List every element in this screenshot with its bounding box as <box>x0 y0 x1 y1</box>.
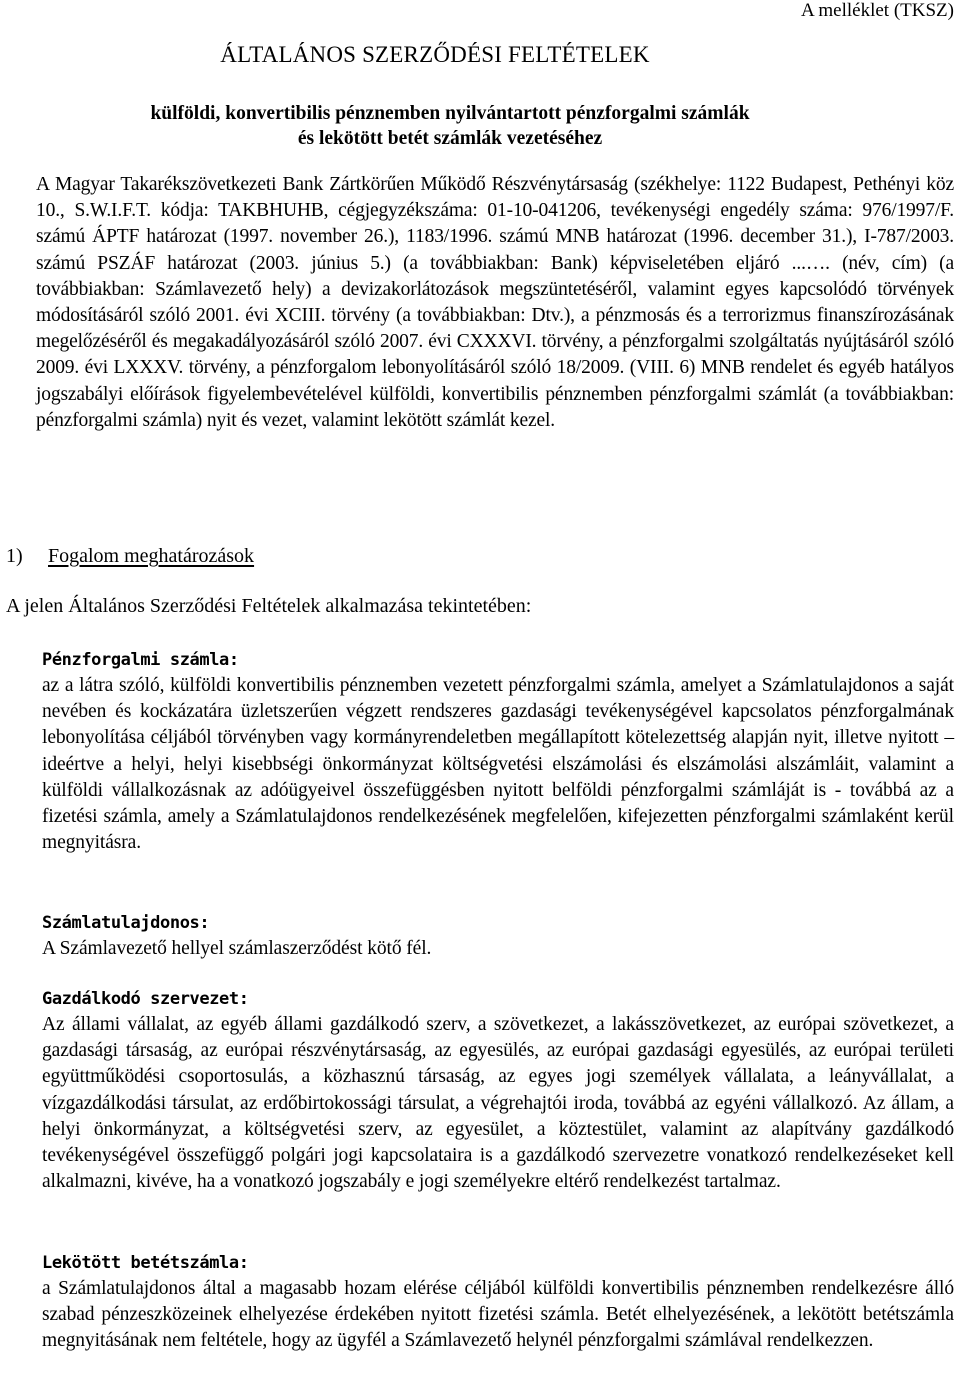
subtitle-line-1: külföldi, konvertibilis pénznemben nyilvántartott pénzforgalmi számlák <box>150 103 750 124</box>
definition-text: Az állami vállalat, az egyéb állami gazdálkodó szerv, a szövetkezet, a lakásszövetkezet, az európai szövetkezet, a gazdasági társaság, az európai részvénytársaság, az egyesülés, az európai gazdasági egyesülés, az európai területi együttműködési csoportosulás, a közhasznú társaság, az egyes jogi személyek vállalata, a leányvállalat, a vízgazdálkodási társulat, az erdőbirtokossági társulat, a végrehajtói iroda, továbbá az egyéni vállalkozó. Az állam, a helyi önkormányzat, a költségvetési szerv, az egyesület, a köztestület, valamint az alapítvány gazdálkodó tevékenységével összefüggő polgári jogi kapcsolataira is a gazdálkodó szervezetre vonatkozó rendelkezéseket kell alkalmazni, kivéve, ha a vonatkozó jogszabály e jogi személyekre eltérő rendelkezést tartalmaz. <box>42 1014 954 1193</box>
definition-term: Számlatulajdonos: <box>42 913 210 933</box>
definition-text: a Számlatulajdonos által a magasabb hozam elérése céljából külföldi konvertibilis pénznemben rendelkezésre álló szabad pénzeszközeinek elhelyezése érdekében nyitott fizetési számla. Betét elhelyezésének, a lekötött betétszámla megnyitásának nem feltétele, hogy az ügyfél a Számlavezető helynél pénzforgalmi számlával rendelkezzen. <box>42 1278 954 1352</box>
section-heading <box>6 543 254 569</box>
section-lead-text: A jelen Általános Szerződési Feltételek alkalmazása tekintetében: <box>6 595 532 617</box>
definition-item <box>42 647 954 856</box>
definition-item <box>42 986 954 1195</box>
definition-term: Lekötött betétszámla: <box>42 1253 249 1273</box>
annex-label: A melléklet (TKSZ) <box>800 0 954 21</box>
definition-term: Gazdálkodó szervezet: <box>42 989 249 1009</box>
document-title: ÁLTALÁNOS SZERZŐDÉSI FELTÉTELEK <box>220 42 650 67</box>
subtitle-line-2: és lekötött betét számlák vezetéséhez <box>297 128 603 149</box>
definition-term: Pénzforgalmi számla: <box>42 650 239 670</box>
definition-text: az a látra szóló, külföldi konvertibilis pénznemben vezetett pénzforgalmi számla, amelyet a Számlatulajdonos a saját nevében és kockázatára üzletszerűen végzett rendszeres gazdasági tevékenységével kapcsolatos pénzforgalmának lebonyolítása céljából törvényben vagy kormányrendeletben megállapított kötelezettség alapján nyit, illetve nyitott – ideértve a helyi, helyi kisebbségi önkormányzat költségvetési elszámolási és elszámolási alszámláit, valamint a külföldi vállalkozásnak az adóügyeivel összefüggésben nyitott belföldi pénzforgalmi számláját is - továbbá az a fizetési számla, amely a Számlatulajdonos rendelkezésének megfelelően, kifejezetten pénzforgalmi számlaként kerül megnyitásra. <box>42 675 954 854</box>
intro-paragraph: A Magyar Takarékszövetkezeti Bank Zártkörűen Működő Részvénytársaság (székhelye: 1122 Budapest, Pethényi köz 10., S.W.I.F.T. kódja: TAKBHUHB, cégjegyzékszáma: 01-10-041206, tevékenységi engedély száma: 976/1997/F. számú ÁPTF határozat (1997. november 26.), 1183/1996. számú MNB határozat (1996. december 31.), I-787/2003. számú PSZÁF határozat (2003. június 5.) (a továbbiakban: Bank) képviseletében eljáró ...…. (név, cím) (a továbbiakban: Számlavezető hely) a devizakorlátozások megszüntetéséről, valamint egyes kapcsolódó törvények módosításáról szóló 2001. évi XCIII. törvény (a továbbiakban: Dtv.), a pénzmosás és a terrorizmus finanszírozásának megelőzéséről és megakadályozásáról szóló 2007. évi CXXXVI. törvény, a pénzforgalmi szolgáltatás nyújtásáról szóló 2009. évi LXXXV. törvény, a pénzforgalom lebonyolításáról szóló 18/2009. (VIII. 6) MNB rendelet és egyéb hatályos jogszabályi előírások figyelembevételével külföldi, konvertibilis pénznemben pénzforgalmi számlát (a továbbiakban: pénzforgalmi számla) nyit és vezet, valamint lekötött számlát kezel. <box>36 174 954 431</box>
definition-item <box>42 1250 954 1355</box>
document-subtitle <box>40 101 860 151</box>
section-title: Fogalom meghatározások <box>48 545 255 567</box>
definition-text: A Számlavezető hellyel számlaszerződést kötő fél. <box>42 938 432 959</box>
definition-item <box>42 910 954 962</box>
section-number: 1) <box>6 545 23 567</box>
